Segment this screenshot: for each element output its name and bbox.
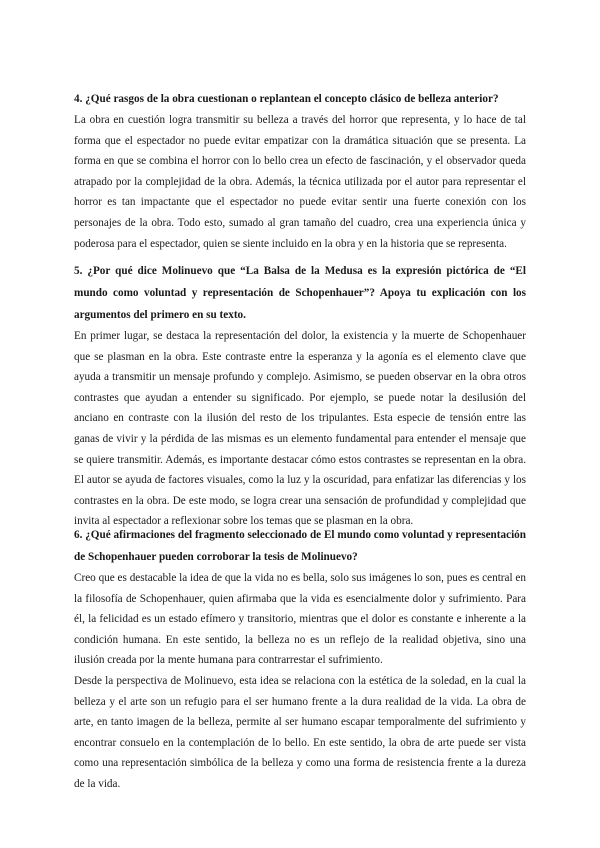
question-section-5 xyxy=(74,260,526,532)
question-heading: 5. ¿Por qué dice Molinuevo que “La Balsa de la Medusa es la expresión pictórica de “El mundo como voluntad y representación de Schopenhauer”? Apoya tu explicación con los argumentos del primero en su texto. xyxy=(74,265,526,321)
answer-paragraph: Desde la perspectiva de Molinuevo, esta idea se relaciona con la estética de la soledad, en la cual la belleza y el arte son un refugio para el ser humano frente a la dura realidad de la vida. La obra de arte, en tanto imagen de la belleza, permite al ser humano escapar temporalmente del sufrimiento y encontrar consuelo en la contemplación de lo bello. En este sentido, la obra de arte puede ser vista como una representación simbólica de la belleza y como una forma de resistencia frente a la dureza de la vida. xyxy=(74,674,526,790)
question-section-6 xyxy=(74,524,526,795)
question-section-4 xyxy=(74,88,526,254)
question-heading: 4. ¿Qué rasgos de la obra cuestionan o replantean el concepto clásico de belleza anterior? xyxy=(74,93,499,105)
answer-paragraph: Creo que es destacable la idea de que la vida no es bella, solo sus imágenes lo son, pues es central en la filosofía de Schopenhauer, quien afirmaba que la vida es esencialmente dolor y sufrimiento. Para él, la felicidad es un estado efímero y transitorio, mientras que el dolor es constante e inherente a la condición humana. En este sentido, la belleza no es un reflejo de la realidad objetiva, sino una ilusión creada por la mente humana para contrarrestar el sufrimiento. xyxy=(74,572,526,667)
answer-paragraph: La obra en cuestión logra transmitir su belleza a través del horror que representa, y lo hace de tal forma que el espectador no puede evitar empatizar con la dramática situación que se presenta. La forma en que se combina el horror con lo bello crea un efecto de fascinación, y el observador queda atrapado por la complejidad de la obra. Además, la técnica utilizada por el autor para representar el horror es tan impactante que el espectador no puede evitar sentir una fuerte conexión con los personajes de la obra. Todo esto, sumado al gran tamaño del cuadro, crea una experiencia única y poderosa para el espectador, quien se siente incluido en la obra y en la historia que se representa. xyxy=(74,114,526,250)
answer-paragraph: En primer lugar, se destaca la representación del dolor, la existencia y la muerte de Schopenhauer que se plasman en la obra. Este contraste entre la esperanza y la agonía es el elemento clave que ayuda a transmitir un mensaje profundo y complejo. Asimismo, se pueden observar en la obra otros contrastes que ayudan a entender su significado. Por ejemplo, se puede notar la desilusión del anciano en contraste con la ilusión del resto de los tripulantes. Esta especie de tensión entre las ganas de vivir y la pérdida de las mismas es un elemento fundamental para entender el mensaje que se quiere transmitir. Además, es importante destacar cómo estos contrastes se representan en la obra. El autor se ayuda de factores visuales, como la luz y la oscuridad, para enfatizar las diferencias y los contrastes en la obra. De este modo, se logra crear una sensación de profundidad y complejidad que invita al espectador a reflexionar sobre los temas que se plasman en la obra. xyxy=(74,330,526,528)
question-heading: 6. ¿Qué afirmaciones del fragmento seleccionado de El mundo como voluntad y representación de Schopenhauer pueden corroborar la tesis de Molinuevo? xyxy=(74,529,526,563)
